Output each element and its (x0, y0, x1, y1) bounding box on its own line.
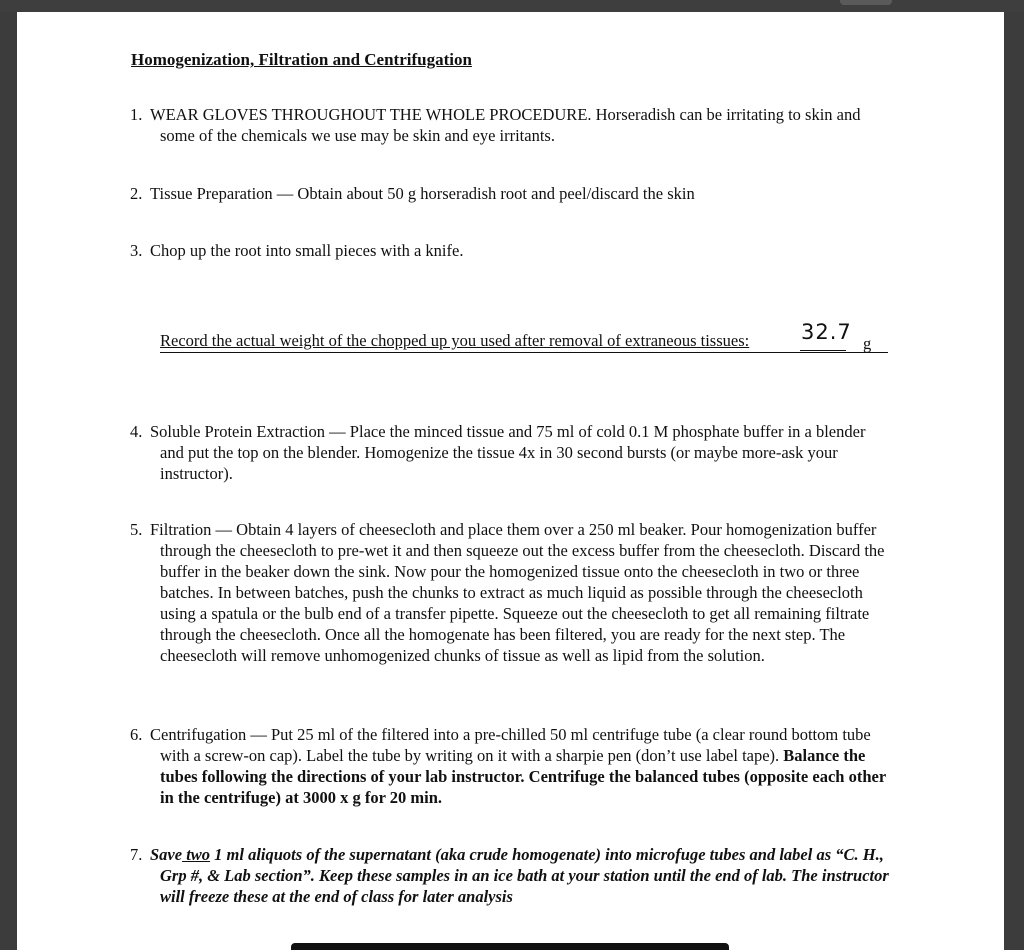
step-6-plain-text: Centrifugation — Put 25 ml of the filtered into a pre-chilled 50 ml centrifuge tube (a clear round bottom tube with a screw-on cap). Label the tube by writing on it with a sharpie pen (don’t use label tape). (150, 725, 871, 765)
step-number: 3. (130, 241, 143, 260)
step-number: 2. (130, 184, 143, 203)
document-title: Homogenization, Filtration and Centrifugation (131, 50, 472, 69)
weight-record-label: Record the actual weight of the chopped up you used after removal of extraneous tissues: (160, 331, 750, 350)
step-number: 6. (130, 725, 143, 744)
step-2 (130, 183, 890, 204)
viewer-tab-handle[interactable] (840, 0, 892, 5)
step-7-text-a: Save (150, 845, 183, 864)
weight-value-underline (800, 350, 846, 351)
step-text: WEAR GLOVES THROUGHOUT THE WHOLE PROCEDURE. Horseradish can be irritating to skin and some of the chemicals we use may be skin and eye irritants. (150, 105, 861, 145)
step-4 (130, 421, 885, 484)
step-7-text-b: 1 ml aliquots of the supernatant (aka crude homogenate) into microfuge tubes and label as “C. H., Grp #, & Lab section”. Keep these samples in an ice bath at your station until the end of lab. The instructor will freeze these at the end of class for later analysis (160, 845, 889, 906)
step-7 (130, 844, 900, 907)
viewer-left-margin (0, 12, 17, 950)
step-1 (130, 104, 890, 146)
document-page (17, 12, 1004, 950)
step-text: Chop up the root into small pieces with a knife. (150, 241, 464, 260)
step-text (130, 724, 900, 808)
step-text: Filtration — Obtain 4 layers of cheesecloth and place them over a 250 ml beaker. Pour homogenization buffer through the cheesecloth to pre-wet it and then squeeze out the excess buffer from the cheesecloth. Discard the buffer in the beaker down the sink. Now pour the homogenized tissue onto the cheesecloth in two or three batches. In between batches, push the chunks to extract as much liquid as possible through the cheesecloth using a spatula or the bulb end of a transfer pipette. Squeeze out the cheesecloth to get all remaining filtrate through the cheesecloth. Once all the homogenate has been filtered, you are ready for the next step. The cheesecloth will remove unhomogenized chunks of tissue as well as lipid from the solution. (150, 520, 885, 665)
step-5 (130, 519, 898, 666)
weight-value-handwritten: 32.7 (801, 320, 852, 344)
step-6-bold-text: Balance the tubes following the directions of your lab instructor. Centrifuge the balanced tubes (opposite each other in the centrifuge) at 3000 x g for 20 min. (160, 746, 886, 807)
step-3 (130, 240, 890, 261)
step-text (130, 844, 900, 907)
viewer-right-margin (1004, 12, 1024, 950)
weight-unit: g (863, 334, 872, 353)
step-7-underlined-word: two (182, 845, 211, 864)
step-6 (130, 724, 900, 808)
step-text: Tissue Preparation — Obtain about 50 g horseradish root and peel/discard the skin (150, 184, 695, 203)
step-number: 4. (130, 422, 143, 441)
step-number: 1. (130, 105, 143, 124)
viewer-top-bar (0, 0, 1024, 12)
horizontal-scrollbar[interactable] (291, 943, 729, 950)
step-number: 7. (130, 845, 143, 864)
step-text: Soluble Protein Extraction — Place the minced tissue and 75 ml of cold 0.1 M phosphate buffer in a blender and put the top on the blender. Homogenize the tissue 4x in 30 second bursts (or maybe more-ask your instructor). (150, 422, 866, 483)
weight-record-line (160, 320, 888, 353)
step-number: 5. (130, 520, 143, 539)
